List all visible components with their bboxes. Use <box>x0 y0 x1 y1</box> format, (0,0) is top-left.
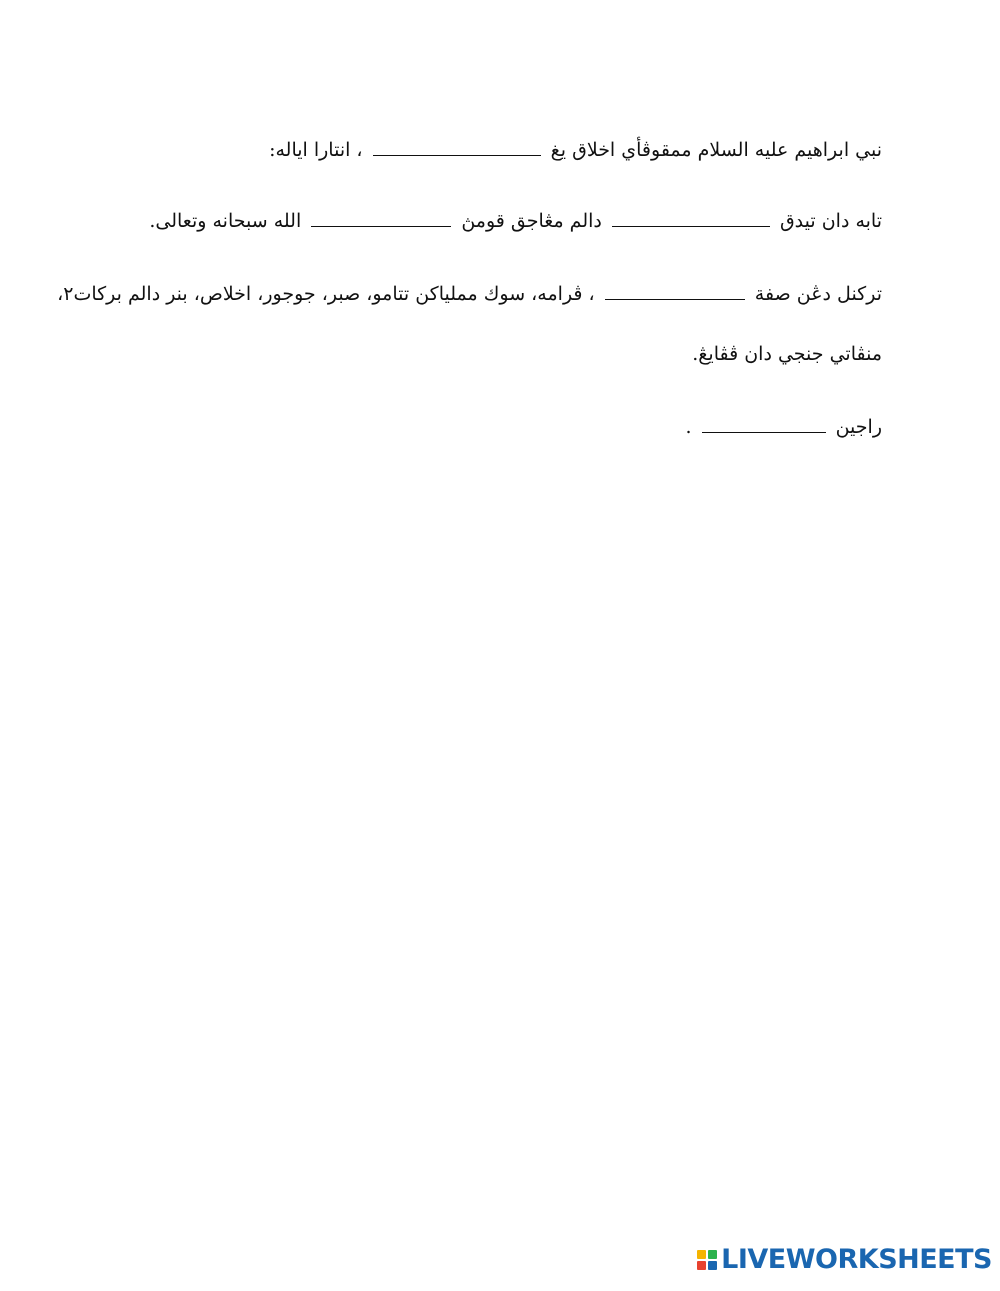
sentence-2 <box>149 207 882 235</box>
logo-square-blue <box>708 1261 717 1270</box>
sentence-2-text-end: الله سبحانه وتعالى. <box>149 210 302 232</box>
logo-square-green <box>708 1250 717 1259</box>
answer-blank-2[interactable] <box>612 208 770 227</box>
logo-square-yellow <box>697 1250 706 1259</box>
liveworksheets-logo-icon <box>697 1250 717 1270</box>
sentence-1-text-end: ، انتارا اياله: <box>269 139 363 161</box>
answer-blank-4[interactable] <box>605 281 745 300</box>
sentence-1 <box>269 136 882 164</box>
sentence-3-text-end: ، ڤرامه، سوك مملياكن تتامو، صبر، جوجور، اخلاص، بنر دالم بركات٢، <box>57 283 595 305</box>
logo-square-red <box>697 1261 706 1270</box>
sentence-4-text: منڤاتي جنجي دان ڤڤايڠ. <box>692 343 882 365</box>
liveworksheets-logo-text: LIVEWORKSHEETS <box>721 1244 992 1275</box>
sentence-1-text-start: نبي ابراهيم عليه السلام ممقوڤأي اخلاق يغ <box>550 139 882 161</box>
sentence-2-text-middle: دالم مڠاجق قومڽ <box>461 210 602 232</box>
sentence-5-text-start: راجين <box>835 416 882 438</box>
answer-blank-1[interactable] <box>373 137 541 156</box>
sentence-5 <box>685 413 882 441</box>
liveworksheets-logo <box>697 1245 992 1275</box>
sentence-3-text-start: تركنل دڠن صفة <box>754 283 882 305</box>
sentence-5-text-end: . <box>685 416 692 438</box>
sentence-2-text-start: تابه دان تيدق <box>779 210 882 232</box>
sentence-4 <box>692 340 882 368</box>
answer-blank-3[interactable] <box>311 208 451 227</box>
answer-blank-5[interactable] <box>702 414 826 433</box>
sentence-3 <box>57 280 882 308</box>
